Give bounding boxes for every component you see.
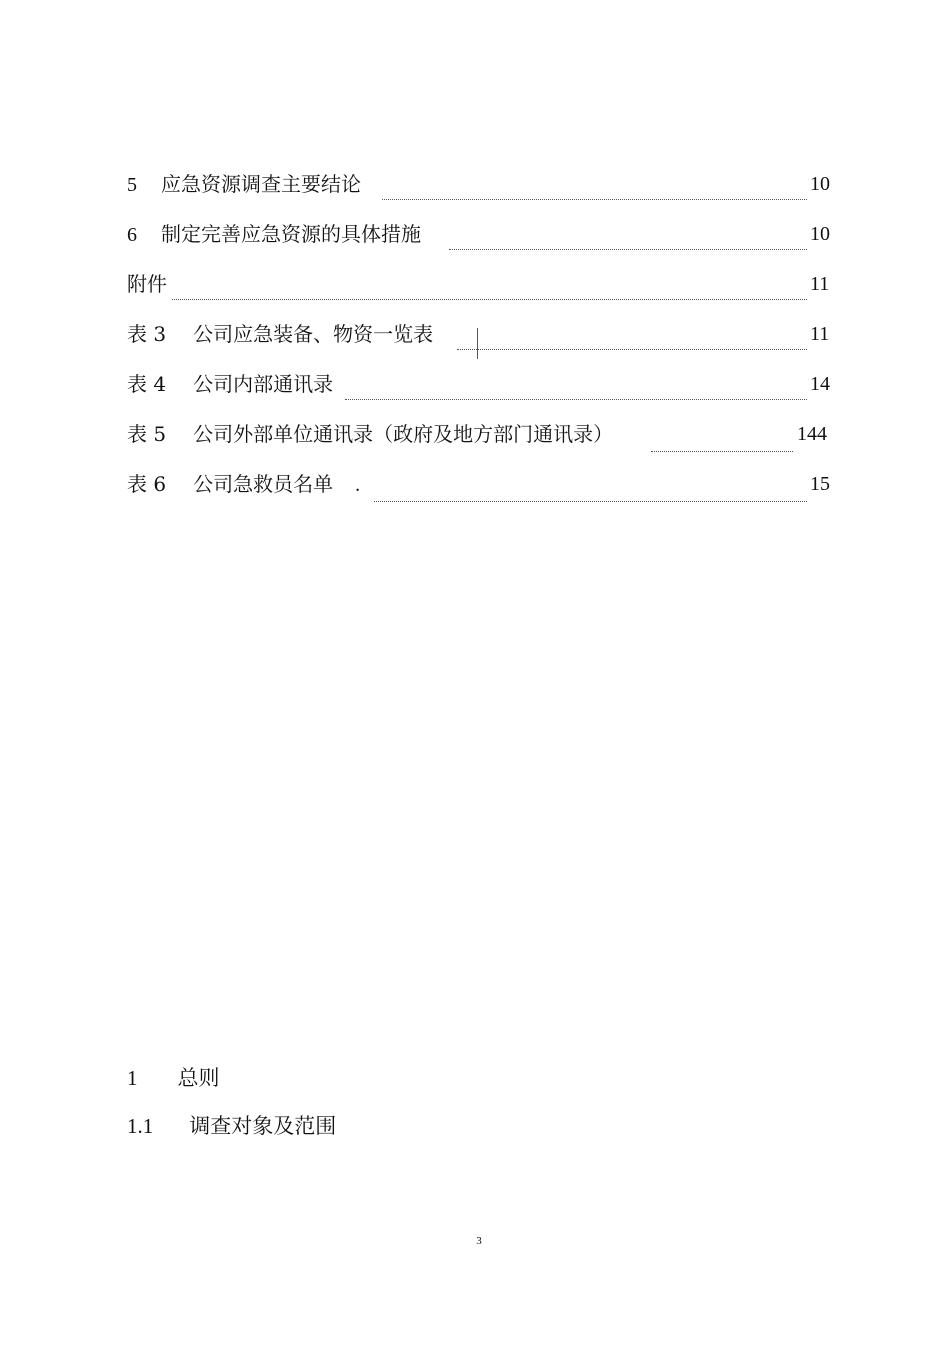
toc-entry[interactable] [127,369,837,399]
toc-leader-dots [382,199,807,200]
toc-entry-page: 15 [810,473,830,495]
toc-entry-number: 6 [127,224,137,246]
toc-entry-page: 10 [810,223,830,245]
toc-entry-title: 公司内部通讯录 [193,372,334,396]
toc-leader-dots [172,299,807,300]
toc-entry-number: 表 4 [127,372,167,396]
toc-entry[interactable] [127,169,837,199]
heading-number: 1.1 [127,1114,154,1138]
toc-entry[interactable] [127,319,837,349]
toc-entry-page: 11 [810,273,830,295]
toc-entry[interactable] [127,269,837,299]
toc-entry-number: 5 [127,174,137,196]
toc-entry-title: 公司应急装备、物资一览表 [193,322,434,346]
toc-leader-dots [449,249,807,250]
toc-entry-title: 公司急救员名单 [193,472,334,496]
toc-entry[interactable] [127,419,837,449]
heading-number: 1 [127,1066,138,1090]
section-heading-2 [127,1111,336,1141]
toc-entry-page: 11 [810,323,830,345]
toc-entry-title: 附件 [127,272,167,296]
toc-entry-number: 表 5 [127,422,167,446]
text-cursor [477,328,478,359]
page-number: 3 [476,1235,482,1247]
toc-leader-dots [345,399,807,400]
toc-leader-dots [457,349,807,350]
toc-entry-extra: . [355,474,361,496]
section-heading-1 [127,1063,220,1093]
toc-entry-number: 表 3 [127,322,167,346]
toc-entry[interactable] [127,219,837,249]
toc-entry-page: 10 [810,173,830,195]
toc-leader-dots [651,451,793,452]
toc-entry-page: 14 [810,373,830,395]
toc-entry-title: 公司外部单位通讯录（政府及地方部门通讯录） [193,422,614,446]
toc-entry-page: 144 [797,423,827,445]
toc-entry-title: 应急资源调查主要结论 [161,172,361,196]
toc-leader-dots [374,501,807,502]
toc-entry-title: 制定完善应急资源的具体措施 [161,222,421,246]
toc-entry-number: 表 6 [127,472,167,496]
heading-title: 调查对象及范围 [189,1114,337,1138]
heading-title: 总则 [177,1066,220,1090]
toc-entry[interactable] [127,469,837,499]
